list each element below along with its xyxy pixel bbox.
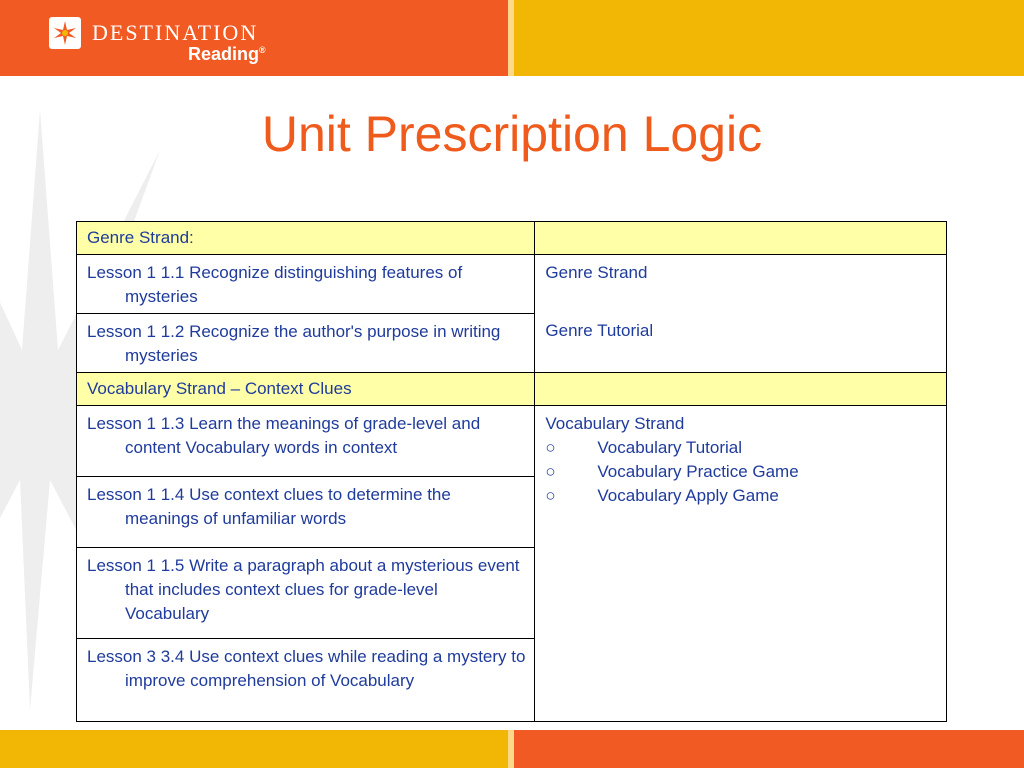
lesson-cell xyxy=(77,406,535,477)
bullet-icon: ○ xyxy=(545,486,556,505)
page-title: Unit Prescription Logic xyxy=(261,106,763,162)
lesson-text: Lesson 1 1.3 Learn the meanings of grade-level and content Vocabulary words in context xyxy=(87,414,481,457)
bullet-icon: ○ xyxy=(545,438,556,457)
lesson-cell xyxy=(77,639,535,722)
activity-item-label: Vocabulary Apply Game xyxy=(597,486,779,505)
lesson-text: Lesson 3 3.4 Use context clues while reading a mystery to improve comprehension of Vocabulary xyxy=(87,647,526,690)
lesson-cell xyxy=(77,255,535,314)
lesson-text: Lesson 1 1.2 Recognize the author's purpose in writing mysteries xyxy=(87,322,501,365)
table-row-genre-strand xyxy=(77,222,947,255)
lesson-cell xyxy=(77,477,535,548)
lesson-cell xyxy=(77,314,535,373)
registered-mark: ® xyxy=(259,45,266,55)
lesson-text: Lesson 1 1.1 Recognize distinguishing features of mysteries xyxy=(87,263,463,306)
header-band xyxy=(0,0,1024,76)
footer-orange-panel xyxy=(514,730,1024,768)
vocabulary-activities-cell xyxy=(535,406,947,722)
table-row xyxy=(77,406,947,477)
logo-wordmark-reading: Reading® xyxy=(188,44,266,64)
activity-item-label: Vocabulary Tutorial xyxy=(597,438,742,457)
destination-reading-logo-icon xyxy=(48,16,82,50)
logo-wordmark-destination: DESTINATION xyxy=(92,20,259,45)
strand-heading-cell: Vocabulary Strand – Context Clues xyxy=(77,373,535,406)
strand-empty-cell xyxy=(535,373,947,406)
footer-band xyxy=(0,730,1024,768)
prescription-table xyxy=(76,221,947,722)
activity-genre-strand: Genre Strand xyxy=(545,263,648,282)
table-row xyxy=(77,255,947,314)
activity-item xyxy=(545,436,938,460)
lesson-text: Lesson 1 1.5 Write a paragraph about a mysterious event that includes context clues for grade-level Vocabulary xyxy=(87,556,520,623)
destination-reading-logo xyxy=(48,14,288,68)
genre-activities-cell xyxy=(535,255,947,373)
footer-gold-panel xyxy=(0,730,508,768)
activity-vocabulary-strand: Vocabulary Strand xyxy=(545,414,685,433)
table-row-vocabulary-strand xyxy=(77,373,947,406)
lesson-text: Lesson 1 1.4 Use context clues to determine the meanings of unfamiliar words xyxy=(87,485,451,528)
activity-item xyxy=(545,484,938,508)
bullet-icon: ○ xyxy=(545,462,556,481)
strand-heading-cell: Genre Strand: xyxy=(77,222,535,255)
header-gold-panel xyxy=(514,0,1024,76)
activity-item-label: Vocabulary Practice Game xyxy=(597,462,799,481)
strand-empty-cell xyxy=(535,222,947,255)
activity-item xyxy=(545,460,938,484)
lesson-cell xyxy=(77,548,535,639)
activity-genre-tutorial: Genre Tutorial xyxy=(545,321,654,340)
